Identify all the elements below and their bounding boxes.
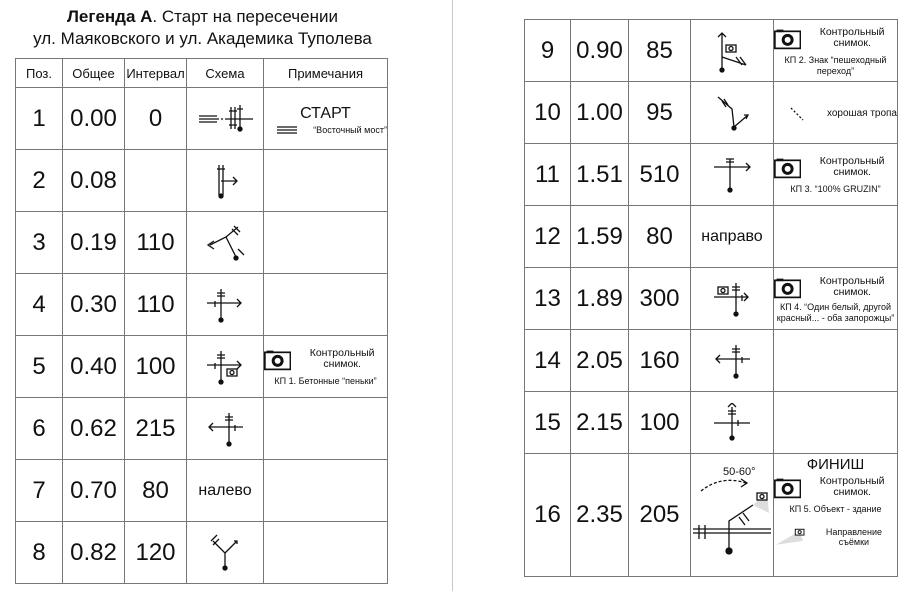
straight-camera-scheme-icon <box>710 29 754 73</box>
cross-straight-scheme-icon <box>710 403 754 443</box>
table-row <box>525 20 898 82</box>
table-row <box>16 398 388 460</box>
cell-scheme <box>691 82 774 144</box>
cell-pos: 16 <box>525 454 571 577</box>
cell-scheme <box>691 268 774 330</box>
intersection-scheme-icon <box>195 99 255 139</box>
cell-pos: 14 <box>525 330 571 392</box>
cell-scheme <box>187 398 264 460</box>
cross-left-scheme-icon <box>710 341 754 381</box>
table-row <box>16 150 388 212</box>
fork-scheme-icon <box>205 533 245 573</box>
cell-interval: 300 <box>629 268 691 330</box>
cell-note <box>264 88 388 150</box>
cell-pos: 13 <box>525 268 571 330</box>
column-header-notes: Примечания <box>264 59 388 88</box>
camera-icon <box>774 27 801 51</box>
cell-interval: 100 <box>125 336 187 398</box>
cell-pos: 3 <box>16 212 63 274</box>
cell-pos: 7 <box>16 460 63 522</box>
table-row <box>16 460 388 522</box>
cell-scheme <box>187 88 264 150</box>
cell-note <box>774 392 898 454</box>
left-turn-scheme-icon <box>200 223 250 263</box>
cell-total: 0.30 <box>63 274 125 336</box>
cell-note <box>264 274 388 336</box>
cell-interval: 205 <box>629 454 691 577</box>
cell-pos: 15 <box>525 392 571 454</box>
note-text: хорошая тропа <box>826 108 897 119</box>
cell-interval: 510 <box>629 144 691 206</box>
column-header-interval: Интервал <box>125 59 187 88</box>
cell-pos: 1 <box>16 88 63 150</box>
cell-interval: 215 <box>125 398 187 460</box>
cell-total: 2.05 <box>571 330 629 392</box>
cell-total: 1.00 <box>571 82 629 144</box>
cell-total: 0.70 <box>63 460 125 522</box>
cell-total: 0.00 <box>63 88 125 150</box>
finish-scheme-icon <box>691 465 773 565</box>
cell-note <box>774 20 898 82</box>
cp-label: Контрольный снимок. <box>819 25 885 49</box>
note-text: КП 5. Объект - здание <box>789 504 882 514</box>
table-row <box>16 212 388 274</box>
cell-note <box>774 330 898 392</box>
shooting-direction-icon <box>774 527 807 547</box>
cell-note <box>774 206 898 268</box>
legend-title <box>0 6 405 50</box>
cell-scheme <box>187 150 264 212</box>
legend-title-line2: ул. Маяковского и ул. Академика Туполева <box>33 29 372 48</box>
page-divider <box>452 0 453 591</box>
table-row <box>16 274 388 336</box>
cell-interval: 80 <box>629 206 691 268</box>
cell-interval: 0 <box>125 88 187 150</box>
cell-interval: 95 <box>629 82 691 144</box>
legend-table-left <box>15 58 388 584</box>
legend-title-rest: . Старт на пересечении <box>152 7 339 26</box>
note-text: КП 3. “100% GRUZIN” <box>790 184 881 194</box>
cell-note <box>774 144 898 206</box>
note-text: КП 4. “Один белый, другой красный... - оба запорожцы” <box>776 301 895 323</box>
cell-pos: 8 <box>16 522 63 584</box>
cell-interval: 85 <box>629 20 691 82</box>
cell-pos: 10 <box>525 82 571 144</box>
cell-interval: 110 <box>125 274 187 336</box>
cell-total: 0.08 <box>63 150 125 212</box>
cell-note <box>264 398 388 460</box>
note-text: “Восточный мост” <box>313 124 387 135</box>
cell-pos: 12 <box>525 206 571 268</box>
table-row <box>16 88 388 150</box>
cell-interval: 120 <box>125 522 187 584</box>
t-junction-scheme-icon <box>710 155 754 195</box>
note-text: КП 2. Знак “пешеходный переход” <box>784 54 887 76</box>
table-row <box>525 392 898 454</box>
table-row <box>525 268 898 330</box>
cell-note <box>264 336 388 398</box>
cell-pos: 6 <box>16 398 63 460</box>
cell-interval: 80 <box>125 460 187 522</box>
cell-pos: 4 <box>16 274 63 336</box>
cell-scheme <box>187 522 264 584</box>
column-header-total: Общее <box>63 59 125 88</box>
table-row <box>525 82 898 144</box>
cell-interval: 100 <box>629 392 691 454</box>
cell-note <box>264 212 388 274</box>
cell-note <box>264 460 388 522</box>
cell-total: 1.89 <box>571 268 629 330</box>
path-right-scheme-icon <box>710 91 754 135</box>
cell-scheme <box>691 392 774 454</box>
cell-note <box>774 268 898 330</box>
cell-scheme <box>691 330 774 392</box>
legend-title-bold: Легенда А <box>66 7 153 26</box>
camera-icon <box>264 348 291 372</box>
table-row <box>16 522 388 584</box>
cell-pos: 9 <box>525 20 571 82</box>
cell-scheme <box>187 274 264 336</box>
cp-label: Контрольный снимок. <box>819 155 885 178</box>
cp-label: Контрольный снимок. <box>819 274 885 298</box>
cell-total: 1.51 <box>571 144 629 206</box>
cell-scheme <box>187 212 264 274</box>
note-text: КП 1. Бетонные “пеньки” <box>274 376 377 386</box>
cell-note <box>774 82 898 144</box>
cp-label: Контрольный снимок. <box>309 347 375 370</box>
cell-total: 2.35 <box>571 454 629 577</box>
note-start: СТАРТ <box>300 104 351 122</box>
column-header-scheme: Схема <box>187 59 264 88</box>
cell-interval: 110 <box>125 212 187 274</box>
cell-scheme <box>691 20 774 82</box>
cell-scheme <box>187 336 264 398</box>
cell-note <box>774 454 898 577</box>
cell-scheme-text: направо <box>691 206 774 268</box>
cell-pos: 11 <box>525 144 571 206</box>
table-row <box>525 330 898 392</box>
cell-total: 0.40 <box>63 336 125 398</box>
cell-interval <box>125 150 187 212</box>
table-row <box>16 336 388 398</box>
camera-icon <box>774 276 801 300</box>
table-row <box>525 144 898 206</box>
bridge-icon <box>276 125 298 135</box>
cell-scheme <box>691 454 774 577</box>
cell-interval: 160 <box>629 330 691 392</box>
cell-total: 0.62 <box>63 398 125 460</box>
cell-scheme <box>691 144 774 206</box>
note-extra: Направление съёмки <box>825 527 883 547</box>
cell-total: 1.59 <box>571 206 629 268</box>
cell-total: 2.15 <box>571 392 629 454</box>
camera-icon <box>774 476 801 500</box>
cell-note <box>264 150 388 212</box>
cell-total: 0.19 <box>63 212 125 274</box>
cross-right-camera-scheme-icon <box>710 279 754 319</box>
cross-left-scheme-icon <box>203 409 247 449</box>
cell-total: 0.82 <box>63 522 125 584</box>
cross-right-scheme-icon <box>203 285 247 325</box>
cross-right-camera-scheme-icon <box>203 347 247 387</box>
note-finish: ФИНИШ <box>806 456 865 473</box>
scheme-angle: 50-60° <box>723 466 756 478</box>
cell-note <box>264 522 388 584</box>
trail-icon <box>790 107 804 121</box>
cp-label: Контрольный снимок. <box>819 475 885 498</box>
cell-scheme-text: налево <box>187 460 264 522</box>
cell-pos: 2 <box>16 150 63 212</box>
cell-pos: 5 <box>16 336 63 398</box>
column-header-pos: Поз. <box>16 59 63 88</box>
legend-table-right <box>524 19 898 577</box>
table-row <box>525 454 898 577</box>
camera-icon <box>774 156 801 180</box>
table-row <box>525 206 898 268</box>
cell-total: 0.90 <box>571 20 629 82</box>
straight-right-scheme-icon <box>205 161 245 201</box>
